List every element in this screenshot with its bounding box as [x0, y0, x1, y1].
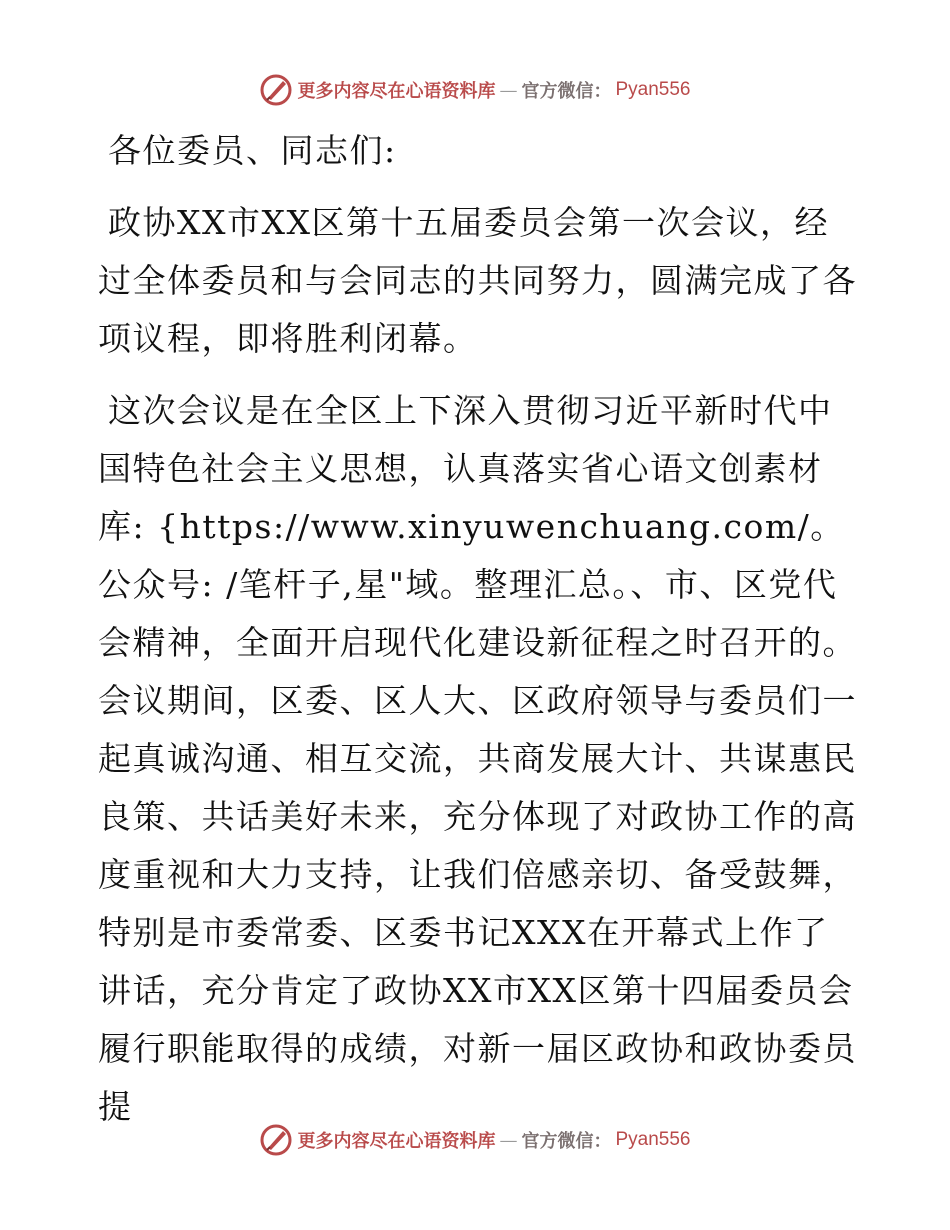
footer-banner	[0, 1120, 950, 1160]
banner-dash: —	[499, 1129, 518, 1151]
banner-wechat-label: 官方微信：	[521, 1131, 612, 1152]
paragraph-1: 政协XX市XX区第十五届委员会第一次会议，经过全体委员和与会同志的共同努力，圆满完成了各项议程，即将胜利闭幕。	[98, 203, 857, 358]
banner-dash: —	[499, 79, 518, 101]
banner-title: 更多内容尽在心语资料库	[297, 81, 496, 102]
header-banner	[0, 70, 950, 110]
quill-pen-circle-icon	[259, 73, 293, 107]
banner-title: 更多内容尽在心语资料库	[297, 1131, 496, 1152]
banner-wechat-id: Pyan556	[615, 1129, 691, 1150]
banner-wechat-label: 官方微信：	[521, 81, 612, 102]
document-body	[98, 122, 858, 1150]
paragraph-2: 这次会议是在全区上下深入贯彻习近平新时代中国特色社会主义思想，认真落实省心语文创素材库: {https://www.xinyuwenchuang.com/。公众号: /笔杆子,星"域。整理汇总。、市、区党代会精神，全面开启现代化建设新征程之时召开的。会议期间，区委、区人大、区政府领导与委员们一起真诚沟通、相互交流，共商发展大计、共谋惠民良策、共话美好未来，充分体现了对政协工作的高度重视和大力支持，让我们倍感亲切、备受鼓舞，特别是市委常委、区委书记XXX在开幕式上作了讲话，充分肯定了政协XX市XX区第十四届委员会履行职能取得的成绩，对新一届区政协和政协委员提	[98, 391, 857, 1126]
banner-wechat-id: Pyan556	[615, 79, 691, 100]
greeting: 各位委员、同志们:	[108, 131, 397, 170]
quill-pen-circle-icon	[259, 1123, 293, 1157]
